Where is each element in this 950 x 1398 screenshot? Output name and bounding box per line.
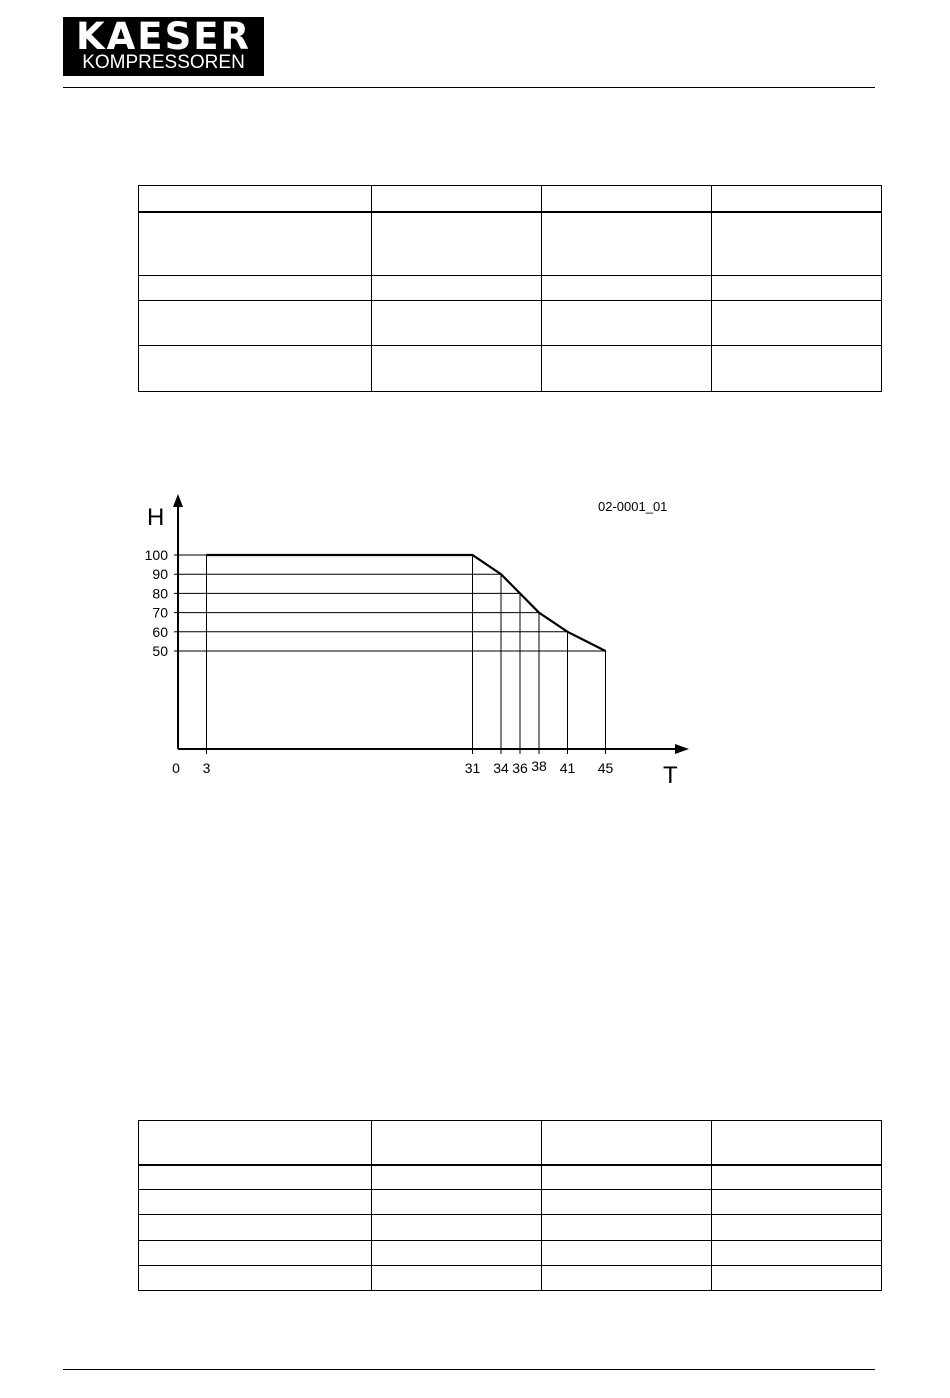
- table-cell: [712, 1190, 882, 1215]
- table-cell: [712, 301, 882, 346]
- figure-id: 02-0001_01: [598, 499, 668, 514]
- y-tick-label: 60: [152, 623, 168, 640]
- table-cell: [139, 301, 372, 346]
- table-cell: [372, 276, 542, 301]
- table-row: [139, 212, 882, 276]
- table-row: [139, 276, 882, 301]
- derating-chart: [130, 485, 710, 795]
- chart-series: [206, 554, 607, 652]
- table-bottom: [138, 1120, 882, 1291]
- table-cell: [542, 1190, 712, 1215]
- table-cell: [139, 212, 372, 276]
- table-cell: [542, 212, 712, 276]
- x-origin-label: 0: [172, 760, 180, 776]
- table-cell: [542, 186, 712, 212]
- table-row: [139, 1215, 882, 1241]
- table-cell: [712, 1165, 882, 1190]
- y-axis-label: H: [147, 504, 165, 531]
- table-cell: [372, 301, 542, 346]
- data-point: [538, 612, 540, 614]
- x-tick-label: 3: [202, 760, 211, 776]
- header-rule: [63, 87, 875, 88]
- table-row: [139, 301, 882, 346]
- series-line: [207, 555, 606, 651]
- footer-rule: [63, 1369, 875, 1370]
- data-point: [472, 554, 474, 556]
- data-point: [567, 631, 569, 633]
- table-cell: [372, 1266, 542, 1291]
- table-cell: [139, 1215, 372, 1241]
- y-tick-label: 70: [152, 604, 168, 621]
- x-tick-label: 41: [559, 760, 576, 776]
- table-cell: [712, 1121, 882, 1165]
- logo-brand: KAESER: [76, 15, 251, 58]
- data-point: [519, 593, 521, 595]
- y-tick-label: 100: [144, 547, 168, 563]
- table-header-row: [139, 1121, 882, 1165]
- table-cell: [542, 1215, 712, 1241]
- table-row: [139, 1165, 882, 1190]
- table-cell: [542, 1266, 712, 1291]
- table-cell: [542, 1165, 712, 1190]
- table-cell: [542, 1121, 712, 1165]
- table-cell: [542, 301, 712, 346]
- table-header-row: [139, 186, 882, 212]
- table-cell: [712, 1241, 882, 1266]
- table-row: [139, 1190, 882, 1215]
- chart-labels: [145, 499, 678, 789]
- table-cell: [139, 186, 372, 212]
- table-cell: [372, 346, 542, 392]
- chart-grid: [174, 555, 606, 754]
- x-tick-label: 38: [531, 758, 547, 774]
- y-tick-label: 80: [152, 585, 168, 602]
- table-cell: [139, 1121, 372, 1165]
- table-cell: [372, 1190, 542, 1215]
- x-tick-label: 45: [597, 760, 614, 776]
- table-cell: [372, 1165, 542, 1190]
- table-cell: [712, 346, 882, 392]
- y-tick-label: 50: [152, 643, 168, 659]
- table-cell: [139, 276, 372, 301]
- x-axis-arrow: [675, 744, 689, 754]
- table-row: [139, 346, 882, 392]
- y-tick-label: 90: [152, 566, 168, 583]
- table-cell: [372, 1241, 542, 1266]
- table-cell: [372, 1121, 542, 1165]
- table-row: [139, 1266, 882, 1291]
- table-top: [138, 185, 882, 392]
- y-axis-arrow: [173, 494, 183, 507]
- table-cell: [139, 1266, 372, 1291]
- table-cell: [542, 1241, 712, 1266]
- table-cell: [372, 1215, 542, 1241]
- x-tick-label: 34: [493, 760, 509, 776]
- data-point: [605, 650, 607, 652]
- table-cell: [712, 276, 882, 301]
- table-cell: [372, 186, 542, 212]
- table-cell: [139, 346, 372, 392]
- x-tick-label: 31: [464, 760, 481, 776]
- table-cell: [139, 1165, 372, 1190]
- table-cell: [372, 212, 542, 276]
- logo-subtitle: KOMPRESSOREN: [82, 52, 245, 73]
- table-cell: [712, 186, 882, 212]
- table-cell: [542, 346, 712, 392]
- data-point: [206, 554, 208, 556]
- table-row: [139, 1241, 882, 1266]
- table-cell: [139, 1241, 372, 1266]
- table-cell: [139, 1190, 372, 1215]
- table-cell: [712, 1266, 882, 1291]
- kaeser-logo: [63, 17, 264, 76]
- table-cell: [712, 1215, 882, 1241]
- table-cell: [542, 276, 712, 301]
- data-point: [500, 573, 502, 575]
- table-cell: [712, 212, 882, 276]
- x-axis-label: T: [663, 762, 678, 789]
- chart-axes: [173, 494, 689, 754]
- x-tick-label: 36: [512, 760, 528, 776]
